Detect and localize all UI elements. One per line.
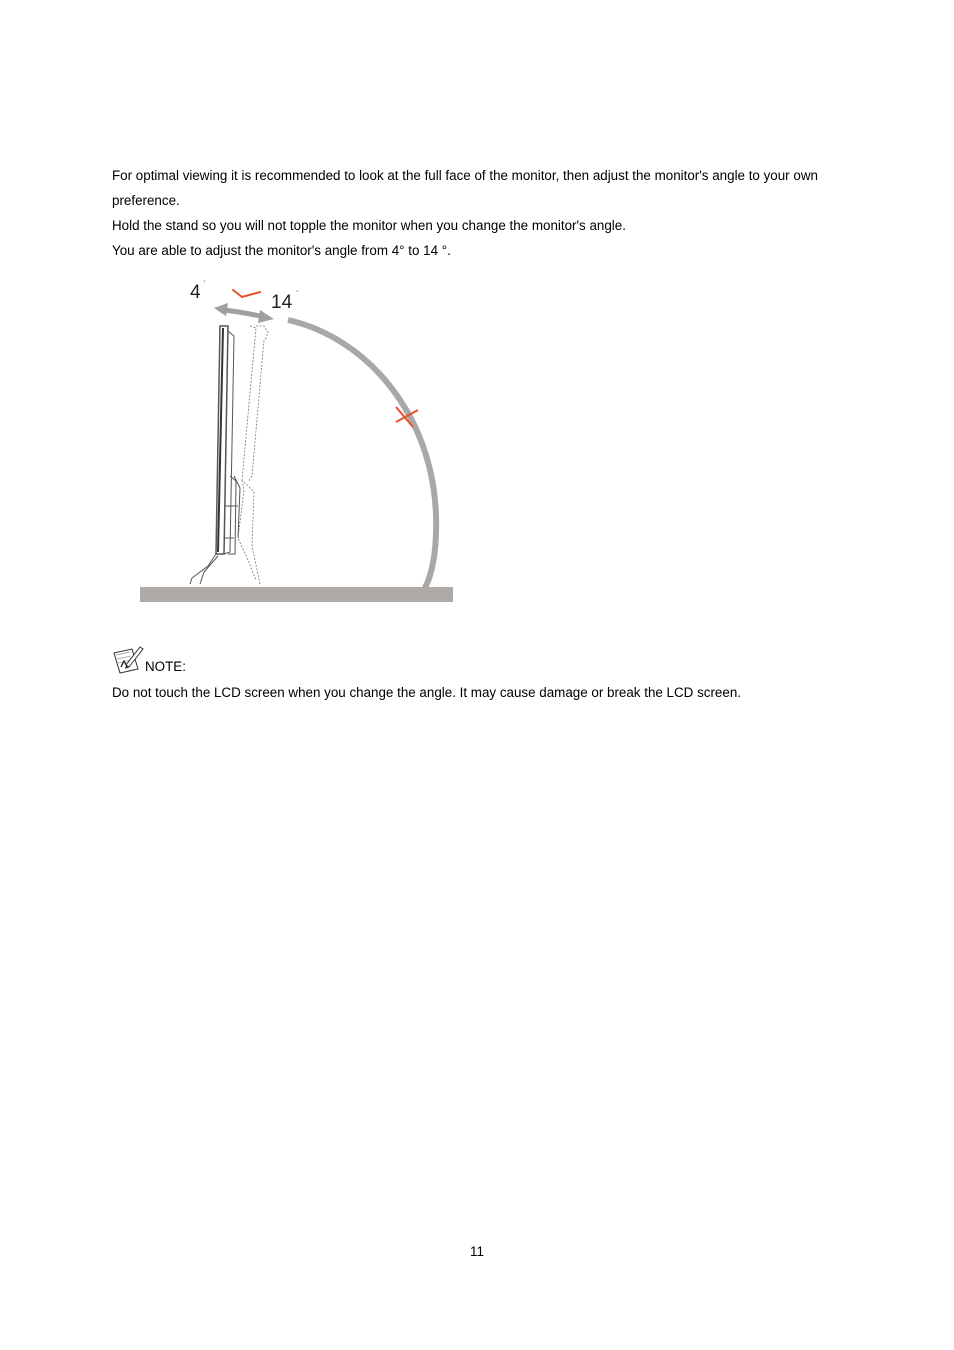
tilt-arc xyxy=(288,320,436,588)
max-angle-degree: ° xyxy=(296,290,299,297)
max-angle-label: 14 xyxy=(271,292,293,313)
monitor-tilted-ghost xyxy=(238,326,268,584)
note-heading xyxy=(112,645,186,675)
min-angle-degree: ° xyxy=(203,280,206,287)
double-arrow-icon xyxy=(214,303,274,323)
intro-paragraph: For optimal viewing it is recommended to look at the full face of the monitor, then adjust the monitor's angle to your own preference. xyxy=(112,168,818,208)
note-label: NOTE: xyxy=(145,659,186,674)
angle-range-paragraph: You are able to adjust the monitor's angle from 4° to 14 °. xyxy=(112,243,451,258)
note-pencil-icon xyxy=(112,645,144,675)
min-angle-label: 4 xyxy=(190,282,201,303)
ground-bar xyxy=(140,587,453,602)
page-number: 11 xyxy=(470,1244,484,1259)
check-mark-icon xyxy=(233,290,260,297)
stand-paragraph: Hold the stand so you will not topple the monitor when you change the monitor's angle. xyxy=(112,218,626,233)
monitor-side-view xyxy=(190,326,240,584)
tilt-angle-figure xyxy=(138,276,458,606)
note-text: Do not touch the LCD screen when you change the angle. It may cause damage or break the LCD screen. xyxy=(112,685,741,700)
